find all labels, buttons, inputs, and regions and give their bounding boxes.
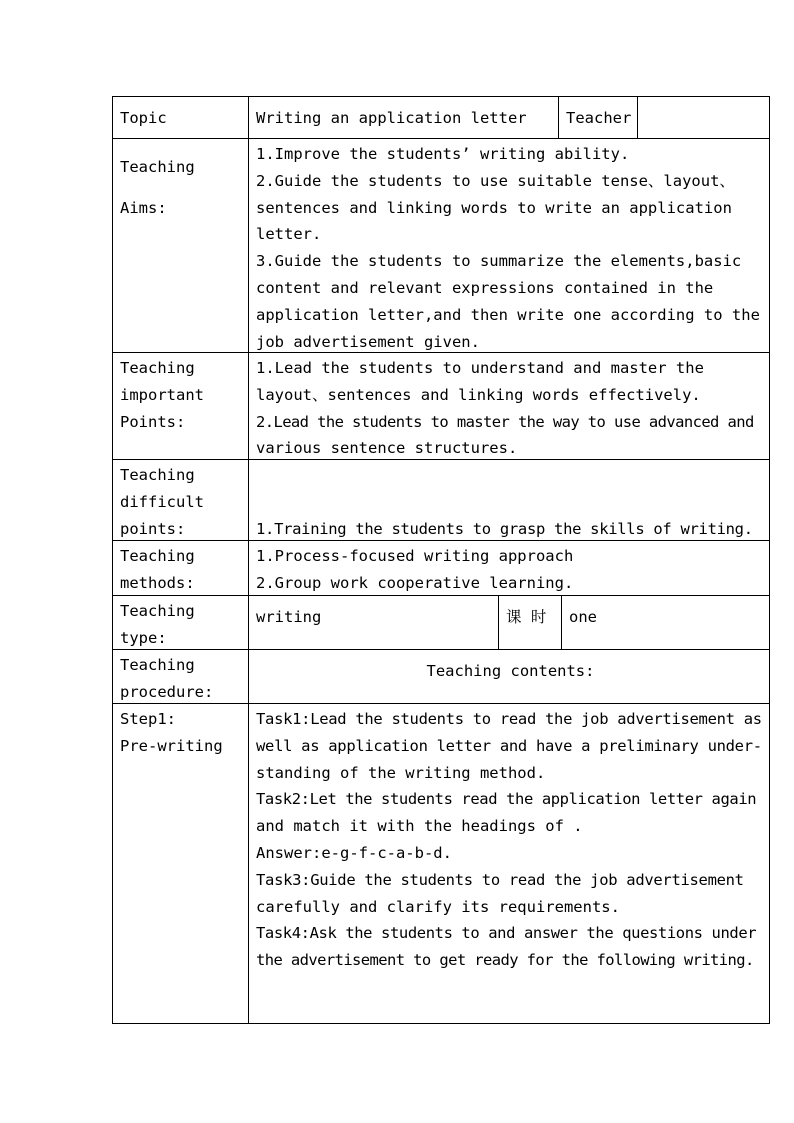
- difficult-label-cell: [112, 459, 249, 541]
- teacher-label-cell: [558, 96, 638, 139]
- aims-label-line: Teaching: [120, 158, 195, 176]
- topic-label-cell: [112, 96, 249, 139]
- task-line: and match it with the headings of .: [256, 817, 583, 836]
- difficult-content-cell: [248, 459, 770, 541]
- teacher-label: Teacher: [566, 109, 632, 127]
- difficult-label-line: difficult: [120, 492, 204, 511]
- aims-label-cell: [112, 138, 249, 353]
- aims-label-line: Aims:: [120, 199, 167, 217]
- topic-value: Writing an application letter: [256, 109, 527, 127]
- methods-label-line: Teaching: [120, 547, 195, 565]
- difficult-line: 1.Training the students to grasp the skills of writing.: [256, 519, 753, 538]
- step1-label-cell: [112, 703, 249, 1024]
- important-line: 1.Lead the students to understand and master the: [256, 359, 704, 377]
- task-line: Answer:e-g-f-c-a-b-d.: [256, 843, 452, 862]
- important-line: layout、sentences and linking words effectively.: [256, 385, 701, 404]
- task-line: carefully and clarify its requirements.: [256, 897, 620, 916]
- methods-line: 2.Group work cooperative learning.: [256, 573, 574, 592]
- methods-content-cell: [248, 540, 770, 596]
- task-line: Task3:Guide the students to read the job advertisement: [256, 870, 744, 889]
- task-line: Task4:Ask the students to and answer the questions under: [256, 924, 757, 943]
- aims-line: application letter,and then write one according to the: [256, 305, 760, 324]
- difficult-label-line: points:: [120, 519, 186, 538]
- difficult-label-line: Teaching: [120, 466, 195, 484]
- task-line: standing of the writing method.: [256, 763, 546, 782]
- procedure-label-line: Teaching: [120, 656, 195, 674]
- important-content-cell: [248, 352, 770, 460]
- important-label-line: Teaching: [120, 359, 195, 377]
- methods-label-cell: [112, 540, 249, 596]
- contents-heading-cell: [248, 649, 770, 704]
- aims-line: 1.Improve the students’ writing ability.: [256, 145, 630, 163]
- methods-line: 1.Process-focused writing approach: [256, 547, 574, 565]
- important-line: 2.Lead the students to master the way to use advanced and: [256, 412, 754, 431]
- topic-value-cell: [248, 96, 559, 139]
- important-label-line: important: [120, 385, 204, 404]
- aims-line: letter.: [256, 225, 322, 244]
- step1-label-line: Pre-writing: [120, 736, 223, 755]
- period-label: 课 时: [506, 608, 547, 626]
- type-label-cell: [112, 595, 249, 650]
- type-value-cell: [248, 595, 499, 650]
- type-label-line: Teaching: [120, 602, 195, 620]
- type-label-line: type:: [120, 628, 167, 647]
- teacher-value-cell: [637, 96, 770, 139]
- period-label-cell: [498, 595, 562, 650]
- important-label-line: Points:: [120, 412, 186, 431]
- step1-label-line: Step1:: [120, 710, 176, 728]
- aims-line: 3.Guide the students to summarize the elements,basic: [256, 252, 742, 271]
- important-line: various sentence structures.: [256, 439, 518, 458]
- methods-label-line: methods:: [120, 573, 195, 592]
- type-value: writing: [256, 608, 322, 626]
- task-line: well as application letter and have a preliminary under-: [256, 736, 762, 755]
- aims-line: job advertisement given.: [256, 332, 480, 351]
- contents-heading: Teaching contents:: [426, 662, 595, 680]
- aims-line: sentences and linking words to write an application: [256, 198, 732, 217]
- aims-content-cell: [248, 138, 770, 353]
- step1-content-cell: [248, 703, 770, 1024]
- task-line: Task2:Let the students read the application letter again: [256, 790, 757, 809]
- period-value-cell: [561, 595, 770, 650]
- aims-line: 2.Guide the students to use suitable tense、layout、: [256, 171, 735, 190]
- procedure-label-cell: [112, 649, 249, 704]
- procedure-label-line: procedure:: [120, 682, 214, 701]
- task-line: the advertisement to get ready for the following writing.: [256, 951, 754, 970]
- task-line: Task1:Lead the students to read the job advertisement as: [256, 710, 762, 728]
- topic-label: Topic: [120, 109, 167, 127]
- aims-line: content and relevant expressions contained in the: [256, 278, 714, 297]
- important-label-cell: [112, 352, 249, 460]
- period-value: one: [569, 608, 597, 626]
